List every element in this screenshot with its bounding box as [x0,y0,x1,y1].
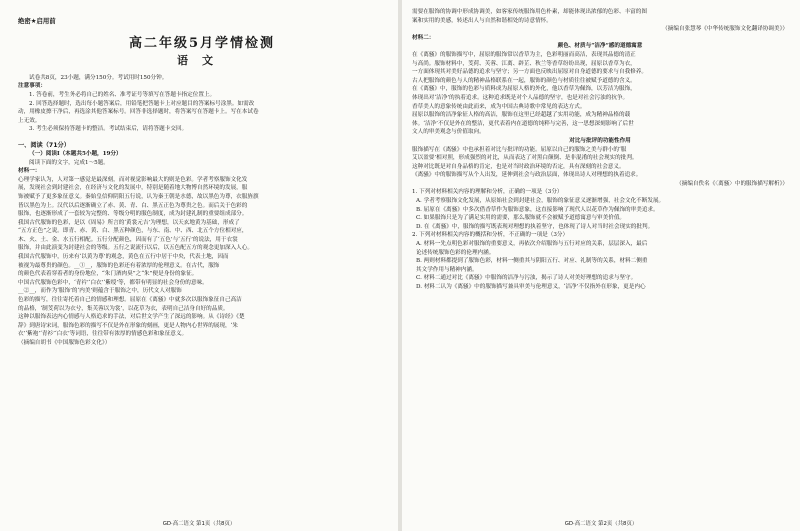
answer-option[interactable]: 其文学作用与精神内涵。 [416,266,478,273]
body-line: 木、火、土、金、水五行相配。五行分配颜色，因而有了‘五色’与‘五行’的说法，用于衣裳 [18,236,238,243]
note-line: 1. 答卷前，考生务必将自己的姓名、准考证号等填写在答题卡指定位置上。 [29,91,216,98]
body-line: 屈原以服饰的洁净象征人格的高洁，服饰在这里已经超越了实用功能，成为精神品格的载 [412,112,631,119]
body-line: 需要在服饰的协调中形成协调美，如客家传统服饰用色朴素，却能体现出浓郁的色彩、丰富的图 [412,9,647,15]
body-line: 一方面体现其对美好品德的追求与坚守；另一方面也反映出屈原对自身道德的要求与自我修养。 [412,69,647,76]
body-line: 服饰描写在《离骚》中也承担着对比与批评的功能。屈原以自己的服饰之美与群小的‘服 [412,146,627,153]
material-one-label: 材料一： [18,168,41,175]
answer-option[interactable]: B. 屈原在《离骚》中多次借香草作为服饰意象，这直接影响了现代人以花草作为佩饰的审美追求。 [416,206,659,213]
answer-option[interactable]: C. 材料二通过对比《离骚》中服饰的洁净与污浊，揭示了诗人对美好理想的追求与坚守。 [416,275,637,282]
answer-option[interactable]: 论述传统服饰色彩的伦理内涵。 [416,249,495,256]
exam-info: 试卷共8页，23小题，满分150分。考试用时150分钟。 [29,74,168,81]
answer-option[interactable]: A. 材料一先点明色彩对服饰的重要意义，再依次介绍服饰与五行对应的关系，层层深入，最后 [416,241,648,248]
answer-option[interactable]: D. 在《离骚》中，服饰的描写既表现对理想的执着坚守，也体现了诗人对当时社会现实的批判。 [416,223,654,230]
body-line: 这种对比既是对自身品格的肯定，也是对当时政治环境的否定，具有深刻的社会意义。 [412,163,625,170]
source-note: （摘编自张慧琴《中华传统服饰文化翻译协调美》） [662,26,788,33]
body-line: “五方正色”之说。即青、赤、黄、白、黑五种颜色，与东、南、中、西、北五个方位相对应， [18,228,248,235]
subsection-heading: （一）阅读Ⅰ（本题共5小题，19分） [29,150,122,157]
answer-option[interactable]: C. 如果服饰只是为了满足实用的需要，那么服饰就不会被赋予道德寓意与审美价值。 [416,215,626,222]
page-footer-left: GD·高二语文 第1页（共8页） [162,521,236,527]
body-line: 中国古代服饰色彩中，‘青衿’‘白衣’‘紫绶’等，都带有明显的社会身份的意味。 [18,279,208,286]
source-note: （摘编自佚名《〈离骚〉中的服饰描写解析》） [676,180,788,187]
instruction: 阅读下面的文字，完成1～5题。 [29,159,109,166]
body-line: 服饰，并由此演变为封建社会的等级。五行之说流行以后，以五色配五方的观念更加深入人心。 [18,245,253,252]
note-line: 3. 考生必须保持答题卡的整洁。考试结束后，请将答题卡交回。 [29,126,188,133]
note-line: 动，用橡皮擦干净后，再选涂其他答案标号。回答非选择题时，将答案写在答题卡上。写在本试卷 [18,109,259,116]
notes-heading: 注意事项： [18,83,46,90]
body-line: 服饰，也逐渐形成了一套较为完整的、等级分明的服色制度，成为封建礼制的重要组成部分。 [18,211,248,218]
body-line: __②__，而作为‘服饰’的‘内美’则蕴含于服饰之中，历代文人对服饰 [18,288,182,295]
body-line: 辞》到唐诗宋词，服饰色彩的描写不仅是外在形象的刻画，更是人物内心世界的展现，‘朱 [18,322,238,329]
page-right [402,0,800,531]
body-line: 被视为最尊贵的颜色。__①__，服饰的色彩还有着浓厚的伦理意义。在古代，服饰 [18,262,220,269]
body-line: 案和实用的美感，转述出人与自然和谐相处的诗意情怀。 [412,17,552,24]
material-two-body-cont [412,146,788,180]
body-line: 体。‘洁净’不仅是外在的整洁，更代表着内在道德的纯粹与完善，这一思想深刻影响了后世 [412,120,634,127]
body-line: 在《离骚》中，服饰的色彩与质料成为屈原人格的外化，他以香草为佩饰，以芳洁为服饰， [412,86,636,93]
page-footer-right: GD·高二语文 第2页（共8页） [564,521,638,527]
body-line: 在《离骚》的服饰描写中，屈原的服饰常以香草为主，色彩明丽而高洁，表现其品德的清正 [412,51,636,58]
body-line: 《离骚》中的服饰描写从个人出发，延伸到社会与政治层面，体现出诗人对理想的执着追求。 [412,172,642,179]
material-two-label: 材料二： [412,34,435,41]
section-heading: 一、阅读（71分） [18,141,70,149]
body-line: 饰被赋予了更多象征意义。秦始皇信仰阴阳五行说，认为秦王朝是水德，故以黑色为尊，衣服旌旗 [18,193,259,200]
question-stem: 2. 下列对材料相关内容的概括和分析，不正确的一项是（3分） [412,232,569,239]
body-line: 文人的审美观念与价值取向。 [412,129,485,136]
body-line: 与高尚。服饰材料中，芰荷、芙蓉、江离、辟芷、秋兰等香草纷纷出现，屈原以香草为衣， [412,60,636,67]
answer-option[interactable]: D. 材料二认为《离骚》中的服饰描写兼具审美与伦理意义，‘洁净’不仅指外在形象，更是内心 [416,284,646,290]
question-list [412,188,788,291]
material-one-body [18,176,386,348]
body-line: 艾以盈要’相对照，形成强烈的对比，从而表达了对黑白颠倒、是非混淆的社会现实的批判。 [412,155,638,162]
body-line: 古人把服饰的颜色与人的精神品格联系在一起，服饰的颜色与材质往往被赋予道德的含义。 [412,77,636,84]
body-line: 的品格，‘制芰荷以为衣兮，集芙蓉以为裳’，以花草为衣，表明自己洁身自好的品质。 [18,305,229,312]
confidential-label: 绝密★启用前 [18,17,56,26]
body-line: 皆以黑色为上。汉代以后逐渐确立了赤、黄、青、白、黑五正色为尊贵之色。而后关于色彩的 [18,202,248,209]
body-line: 我国古代服饰的色彩，是以《周易》所言的‘黄裳元吉’为理想，以天玄地黄为基础，形成了 [18,219,240,226]
exam-subject: 语文 [177,53,227,67]
answer-option[interactable]: A. 学者考察服饰文化发展，从原始社会到封建社会，服饰的象征意义逐渐增强，社会文化不断发展。 [416,198,665,205]
body-line: 体现出对‘洁净’的执着追求。这种追求既是对个人品德的坚守，也是对社会污浊的抗争。 [412,94,629,101]
body-line: 的颜色代表着穿着者的身份地位，“朱门酒肉臭”之“朱”便是身份的象征。 [18,271,198,278]
article-heading: 颜色、材质与“洁净”感的道德寓意 [557,43,643,50]
body-line: 展，发现社会到封建社会，在经济与文化的发展中，特别是随着地大物博自然环境的发展，服 [18,185,248,192]
question-stem: 1. 下列对材料相关内容的理解和分析，正确的一项是（3分） [412,189,563,196]
note-line: 上无效。 [18,117,41,124]
body-line: （摘编自胡书《中国服饰色彩文化》） [18,340,111,346]
body-line: 心理学家认为，人对第一感觉是最深刻，而对视觉影响最大的则是色彩。学者考察服饰文化发 [18,176,248,183]
answer-option[interactable]: B. 两则材料都提到了服饰色彩，材料一侧重其与阴阳五行、对应、礼制等的关系，材料二侧重 [416,258,648,265]
body-line: 香草美人的意象传统由此而来，成为中国古典诗歌中常见的表达方式。 [412,103,586,110]
note-line: 2. 回答选择题时，选出每小题答案后，用铅笔把答题卡上对应题目的答案标号涂黑。如需改 [29,100,255,107]
body-line: 这种以服饰表达内心情感与人格追求的手法，对后世文学产生了深远的影响。从《诗经》《楚 [18,314,245,321]
body-line: 色彩的描写，往往寄托着自己的情感和理想。屈原在《离骚》中就多次以服饰象征自己高洁 [18,297,242,304]
body-line: 衣’‘紫袍’‘青衫’‘白衣’等词语，往往带有浓厚的情感色彩和象征意义。 [18,331,188,338]
exam-title: 高二年级5月学情检测 [128,35,276,51]
body-line: 我国古代服饰中，历来有‘以黄为尊’的观念，黄色在五行中居于中央，代表土地，因而 [18,254,229,261]
article-heading: 对比与批评的功能性作用 [569,137,631,144]
page-left [0,0,398,531]
material-two-body [412,51,788,137]
